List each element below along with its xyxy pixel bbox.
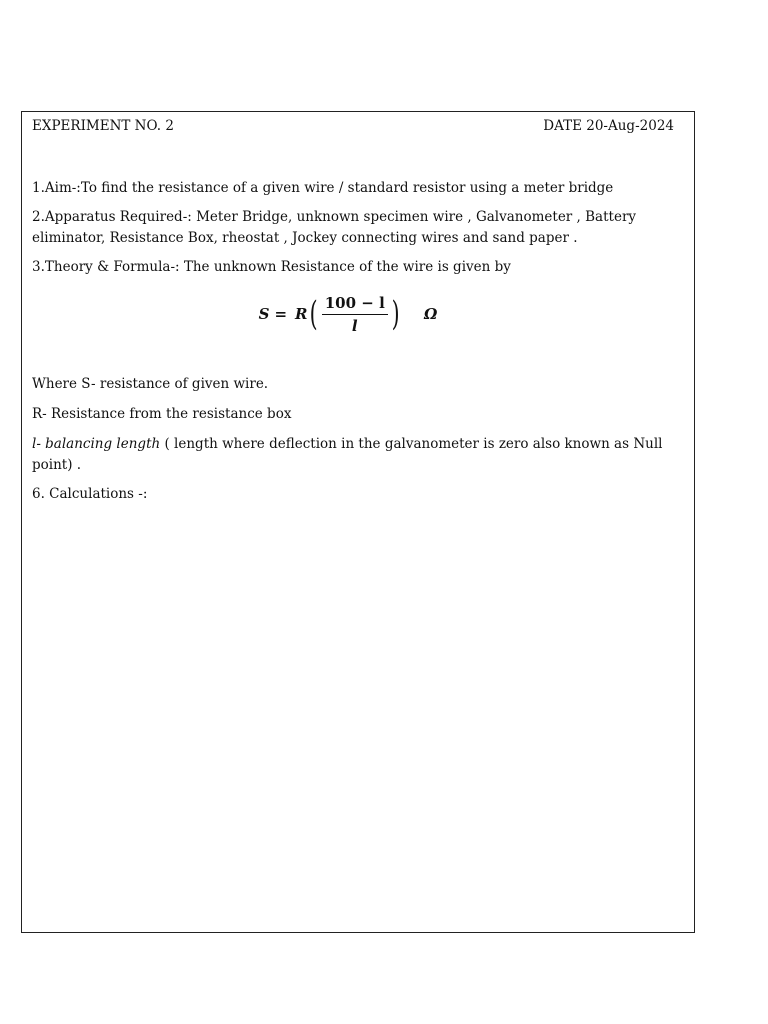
formula-numerator: 100 − l bbox=[322, 294, 388, 315]
balancing-length-term: l- balancing length bbox=[32, 436, 161, 452]
where-s-line: Where S- resistance of given wire. bbox=[32, 376, 269, 392]
resistance-formula bbox=[32, 280, 672, 348]
sheet-content bbox=[32, 178, 672, 505]
formula-unit: Ω bbox=[424, 304, 438, 323]
where-r-line: R- Resistance from the resistance box bbox=[32, 406, 292, 422]
aim-paragraph: 1.Aim-:To find the resistance of a given wire / standard resistor using a meter bridge bbox=[32, 180, 614, 196]
formula-coefficient: R bbox=[295, 304, 308, 323]
formula-equals: = bbox=[274, 304, 288, 323]
formula-lhs: S bbox=[258, 304, 270, 323]
theory-paragraph: 3.Theory & Formula-: The unknown Resistance of the wire is given by bbox=[32, 259, 511, 275]
experiment-number: EXPERIMENT NO. 2 bbox=[32, 118, 174, 134]
experiment-date: DATE 20-Aug-2024 bbox=[543, 118, 674, 134]
apparatus-paragraph: 2.Apparatus Required-: Meter Bridge, unknown specimen wire , Galvanometer , Battery eliminator, Resistance Box, rheostat , Jockey connecting wires and sand paper . bbox=[32, 209, 637, 246]
formula-fraction bbox=[322, 294, 388, 335]
balancing-length-description: ( length where deflection in the galvanometer is zero also known as Null point) . bbox=[32, 436, 663, 473]
sheet-header bbox=[32, 118, 674, 135]
formula-open-paren: ( bbox=[310, 294, 319, 334]
calculations-heading: 6. Calculations -: bbox=[32, 486, 148, 502]
experiment-sheet bbox=[21, 111, 695, 933]
formula-close-paren: ) bbox=[391, 294, 400, 334]
formula-denominator: l bbox=[351, 316, 358, 335]
where-l-line bbox=[32, 434, 672, 476]
